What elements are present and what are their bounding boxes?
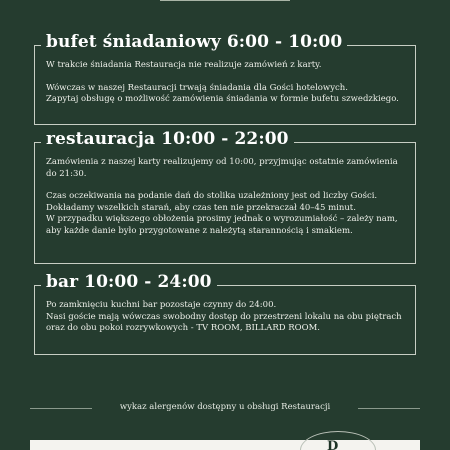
breakfast-line: Wówczas w naszej Restauracji trwają śniadania dla Gości hotelowych. [46,82,348,93]
bar-line: Po zamknięciu kuchni bar pozostaje czynny do 24:00. [46,300,277,310]
restaurant-line: W przypadku większego obłożenia prosimy jednak o wyrozumiałość – zależy nam, [46,214,398,224]
restaurant-section-body [35,143,415,245]
breakfast-section [34,32,416,125]
restaurant-section [34,129,416,264]
restaurant-paragraph [46,157,405,180]
restaurant-line: Dokładamy wszelkich starań, aby czas ten nie przekraczał 40–45 minut. [46,202,356,213]
bar-line: Nasi goście mają wówczas swobodny dostęp do przestrzeni lokalu na obu piętrach [46,311,402,322]
logo-letter: D [327,439,339,450]
bar-section-title: bar 10:00 - 24:00 [41,270,217,294]
restaurant-line: Czas oczekiwania na podanie dań do stolika uzależniony jest od liczby Gości. [46,191,378,201]
bar-section-body [35,286,415,343]
allergen-note: wykaz alergenów dostępny u obsługi Restauracji [119,402,331,412]
bar-paragraph [46,300,405,335]
restaurant-line: do 21:30. [46,168,87,179]
breakfast-paragraph [46,60,405,72]
bar-section [34,272,416,355]
restaurant-section-title: restauracja 10:00 - 22:00 [41,127,294,151]
bar-line: oraz do obu pokoi rozrywkowych - TV ROOM, BILLARD ROOM. [46,323,320,333]
breakfast-line: W trakcie śniadania Restauracja nie realizuje zamówień z karty. [46,60,322,70]
restaurant-paragraph [46,191,405,237]
breakfast-section-title: bufet śniadaniowy 6:00 - 10:00 [41,30,347,54]
footer-divider-right [358,408,420,409]
restaurant-line: Zamówienia z naszej karty realizujemy od 10:00, przyjmując ostatnie zamówienia [46,157,398,167]
breakfast-line: Zapytaj obsługę o możliwość zamówienia śniadania w formie bufetu szwedzkiego. [46,94,399,104]
restaurant-line: aby każde danie było przygotowane z należytą starannością i smakiem. [46,225,353,236]
top-divider [160,0,290,2]
breakfast-paragraph [46,83,405,106]
breakfast-section-body [35,46,415,114]
